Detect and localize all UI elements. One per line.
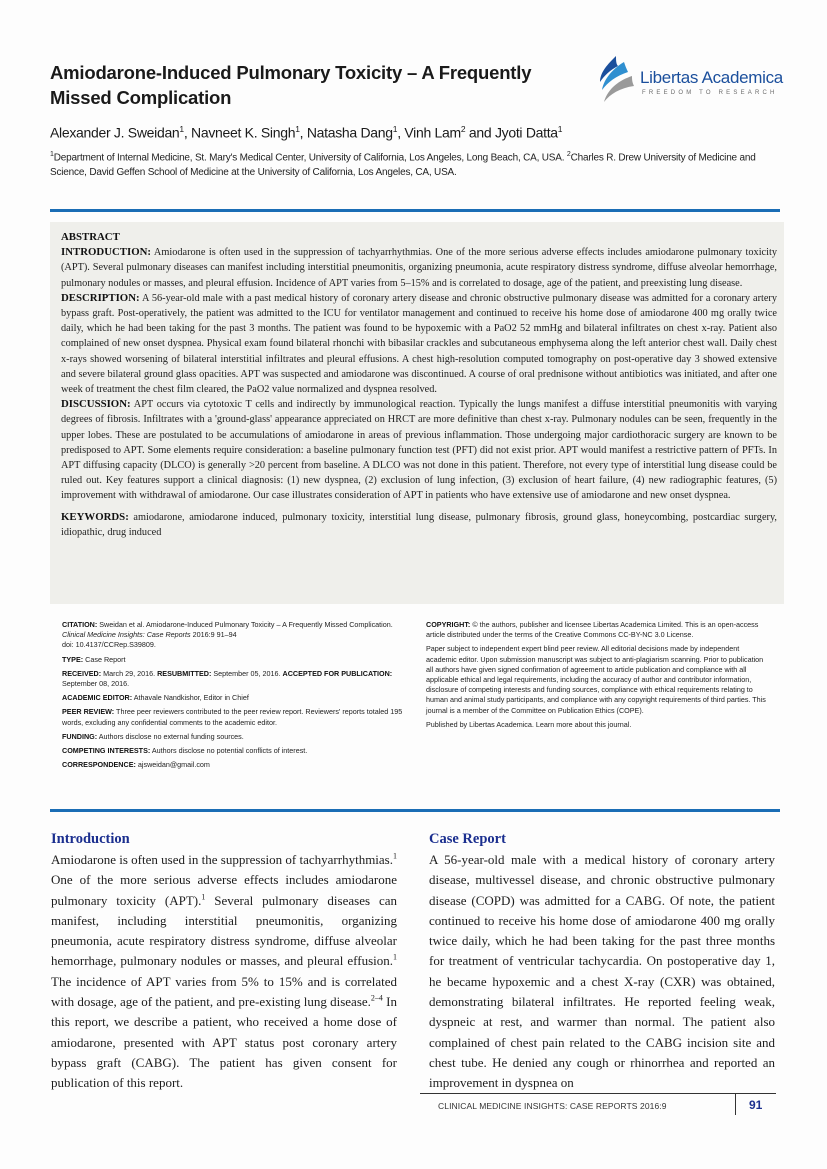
label: COPYRIGHT: (426, 620, 471, 629)
article-title: Amiodarone-Induced Pulmonary Toxicity – A Frequently Missed Complication (50, 62, 532, 108)
label: PEER REVIEW: (62, 707, 115, 717)
label: ACADEMIC EDITOR: (62, 693, 133, 703)
libertas-hands-icon (594, 54, 638, 110)
section-label: INTRODUCTION: (61, 246, 151, 259)
label: RECEIVED: (62, 668, 102, 678)
funding (62, 732, 407, 742)
abstract-heading: ABSTRACT (61, 231, 120, 243)
keywords-text: amiodarone, amiodarone induced, pulmonary toxicity, interstitial lung disease, pulmonary fibrosis, ground glass, honeycombing, postcardiac surgery, idiopathic, drug induced (61, 511, 777, 538)
affiliation-mark: 1 (295, 124, 300, 134)
article-metadata (62, 620, 407, 774)
affiliation-text: Department of Internal Medicine, St. Mary's Medical Center, University of California, Los Angeles, Long Beach, CA, USA. (53, 152, 567, 164)
footer-rule (420, 1093, 776, 1094)
label: FUNDING: (62, 731, 98, 741)
introduction-column (51, 830, 397, 1094)
text: Amiodarone is often used in the suppression of tachyarrhythmias. (51, 852, 393, 867)
copyright-metadata (426, 620, 771, 734)
citation (62, 620, 407, 651)
reference-link[interactable]: 1 (201, 892, 206, 902)
correspondence (62, 760, 407, 770)
author-name: Vinh Lam (404, 124, 461, 141)
affiliation-mark: 1 (179, 124, 184, 134)
author-name: Alexander J. Sweidan (50, 124, 180, 141)
dates (62, 669, 407, 689)
case-report-heading: Case Report (429, 831, 506, 847)
reference-link[interactable]: 2–4 (370, 993, 383, 1003)
section-label: DESCRIPTION: (61, 291, 140, 304)
abstract-description (61, 291, 777, 397)
label: COMPETING INTERESTS: (62, 746, 151, 756)
page-number: 91 (749, 1098, 763, 1112)
section-text: A 56-year-old male with a past medical history of coronary artery disease and chronic obstructive pulmonary disease was admitted for a coronary artery bypass graft. Post-operatively, the patient was admitted to the ICU for ventilator management and continued to receive his home dose of amiodarone 400 mg orally twice daily, which he had been taking for the past 3 months. The patient was found to be hypoxemic with a PaO2 52 mmHg and bilateral infiltrates on chest x-ray. Patient also complained of new onset dyspnea. Physical exam found bilateral rhonchi with bibasilar crackles and subcutaneous emphysema along the left anterior chest wall. Daily chest x-rays showed worsening of bilateral interstitial infiltrates and pleural effusions. A chest high-resolution computed tomography on post-operative day 3 showed extensive and severe bilateral ground glass opacities. APT was suspected and amiodarone was discontinued. A course of oral prednisone without antibiotics was initiated, and after one week of treatment the chest film cleared, the PaO2 value normalized and dyspnea resolved. (61, 292, 777, 396)
text: 2016:9 91–94 (190, 630, 237, 640)
text: September 05, 2016. (211, 668, 283, 678)
doi-link[interactable]: doi: 10.4137/CCRep.S39809. (62, 640, 156, 650)
text: In this report, we describe a patient, who received a home dose of amiodarone, presented with APT status post coronary artery bypass graft (CABG). The patient has given consent for publication of this report. (51, 994, 397, 1091)
running-footer: CLINICAL MEDICINE INSIGHTS: CASE REPORTS 2016:9 (438, 1101, 667, 1111)
text: The incidence of APT varies from 5% to 15% and is correlated with dosage, age of the patient, and pre-existing lung disease. (51, 973, 397, 1010)
author-name: Jyoti Datta (494, 124, 558, 141)
text: Authors disclose no external funding sources. (97, 731, 244, 741)
label: CORRESPONDENCE: (62, 760, 136, 770)
abstract-introduction (61, 245, 777, 291)
case-report-paragraph: A 56-year-old male with a medical history of coronary artery disease, multivessel disease, and chronic obstructive pulmonary disease (COPD) was admitted for a CABG. Of note, the patient continued to receive his home dose of amiodarone 400 mg orally twice daily, which he had been taking for the past three months for treatment of ventricular tachycardia. On postoperative day 1, he became hypoxemic and a chest X-ray (CXR) was obtained, demonstrating bilateral infiltrates. He reported feeling weak, dyspneic at rest, and warmer than normal. The patient also complained of chest pain related to the CABG incision site and chest tube. He denied any cough or rhinorrhea and reported an improvement in dyspnea on (429, 852, 775, 1091)
abstract-box (50, 222, 784, 604)
text: Athavale Nandkishor, Editor in Chief (132, 693, 249, 703)
text: Case Report (83, 654, 126, 664)
label: CITATION: (62, 620, 98, 629)
separator: , (397, 124, 405, 141)
abstract-keywords (61, 510, 777, 540)
competing-interests (62, 746, 407, 756)
text: Several pulmonary diseases can manifest, including interstitial pneumonitis, organizing pneumonia, acute respiratory distress syndrome, diffuse alveolar hemorrhage, pulmonary nodules or masses, and pleural effusion. (51, 892, 397, 969)
reference-link[interactable]: 1 (393, 851, 397, 861)
author-name: Navneet K. Singh (191, 124, 296, 141)
academic-editor (62, 693, 407, 703)
reference-link[interactable]: 1 (393, 953, 397, 963)
affiliation-text: Charles R. Drew University of Medicine and Science, David Geffen School of Medicine at the University of California, Los Angeles, CA, USA. (50, 152, 756, 179)
section-label: DISCUSSION: (61, 398, 131, 411)
abstract-discussion (61, 397, 777, 503)
separator: , (299, 124, 307, 141)
label: RESUBMITTED: (157, 668, 212, 678)
section-text: Amiodarone is often used in the suppression of tachyarrhythmias. One of the more serious adverse effects includes amiodarone pulmonary toxicity (APT). Several pulmonary diseases can manifest including interstitial pneumonitis, organizing pneumonia, acute respiratory distress syndrome, diffuse alveolar hemorrhage, pulmonary nodules or masses, and pleural effusion. Incidence of APT varies from 5–15% and is correlated to dosage, age of the patient, and preexisting lung disease. (61, 247, 777, 289)
body-divider (50, 809, 780, 812)
text: Authors disclose no potential conflicts of interest. (150, 746, 308, 756)
text: Three peer reviewers contributed to the peer review report. Reviewers' reports totaled 195 words, excluding any confidential comments to the academic editor. (62, 707, 403, 727)
publisher-logo (594, 54, 784, 110)
author-name: Natasha Dang (306, 124, 393, 141)
section-text: APT occurs via cytotoxic T cells and indirectly by immunological reaction. Typically the lungs manifest a diffuse interstitial pneumonitis with varying degrees of fibrosis. Infiltrates with a 'ground-glass' appearance appreciated on HRCT are more definitive than chest x-ray. Pulmonary nodules can be seen, frequently in the upper lobes. These are postulated to be accumulations of amiodarone in areas of previous inflammation. Those undergoing major cardiothoracic surgery are known to be predisposed to APT. Some elements require consideration: a baseline pulmonary function test (PFT) did not exist prior. APT would manifest a restrictive pattern of PFTs. In APT diffusing capacity (DLCO) is generally >20 percent from baseline. A DLCO was not done in this patient. Therefore, not every type of interstitial lung disease could be ruled out. Key features support a clinical diagnosis: (1) new dyspnea, (2) exclusion of lung infection, (3) exclusion of heart failure, (4) new radiographic features, (5) improvement with withdrawal of amiodarone. Our case illustrates consideration of APT in patients who have extensive use of amiodarone and new onset dyspnea. (61, 399, 777, 502)
affiliation-mark: 2 (460, 124, 466, 134)
publisher-name: Libertas Academica (640, 68, 783, 87)
copyright (426, 620, 771, 640)
publisher-tagline: FREEDOM TO RESEARCH (642, 90, 778, 96)
affiliations (50, 147, 770, 180)
keywords-label: KEYWORDS: (61, 510, 129, 523)
affiliation-mark: 1 (392, 124, 398, 134)
text: One of the more serious adverse effects includes amiodarone pulmonary toxicity (APT). (51, 872, 397, 908)
header-divider (50, 209, 780, 212)
author-list (50, 124, 562, 141)
journal-name: Clinical Medicine Insights: Case Reports (62, 630, 191, 640)
article-type (62, 655, 407, 665)
separator: , (183, 124, 192, 141)
label: ACCEPTED FOR PUBLICATION: (282, 668, 393, 678)
peer-review (62, 707, 407, 727)
affiliation-mark: 1 (50, 151, 54, 158)
published-by-link[interactable]: Published by Libertas Academica. Learn more about this journal. (426, 719, 632, 729)
text: © the authors, publisher and licensee Libertas Academica Limited. This is an open-access article distributed under the terms of the Creative Commons CC-BY-NC 3.0 License. (426, 620, 759, 640)
case-report-column (429, 830, 775, 1094)
separator: and (465, 124, 495, 141)
introduction-paragraph (51, 850, 397, 1094)
peer-statement: Paper subject to independent expert blind peer review. All editorial decisions made by independent academic editor. Upon submission manuscript was subject to anti-plagiarism scanning. Prior to publication all authors have given signed confirmation of agreement to article publication and compliance with all applicable ethical and legal requirements, including the accuracy of author and contributor information, disclosure of competing interests and funding sources, compliance with ethical requirements relating to human and animal study participants, and compliance with any copyright requirements of third parties. This journal is a member of the Committee on Publication Ethics (COPE). (426, 644, 766, 715)
text: September 08, 2016. (62, 679, 130, 689)
text: Sweidan et al. Amiodarone-Induced Pulmonary Toxicity – A Frequently Missed Complication. (97, 620, 393, 629)
email-link[interactable]: ajsweidan@gmail.com (135, 760, 210, 770)
introduction-heading: Introduction (51, 831, 130, 847)
label: TYPE: (62, 654, 84, 664)
affiliation-mark: 1 (557, 124, 563, 134)
affiliation-mark: 2 (566, 151, 571, 158)
footer-tick (735, 1093, 736, 1115)
text: March 29, 2016. (101, 668, 158, 678)
